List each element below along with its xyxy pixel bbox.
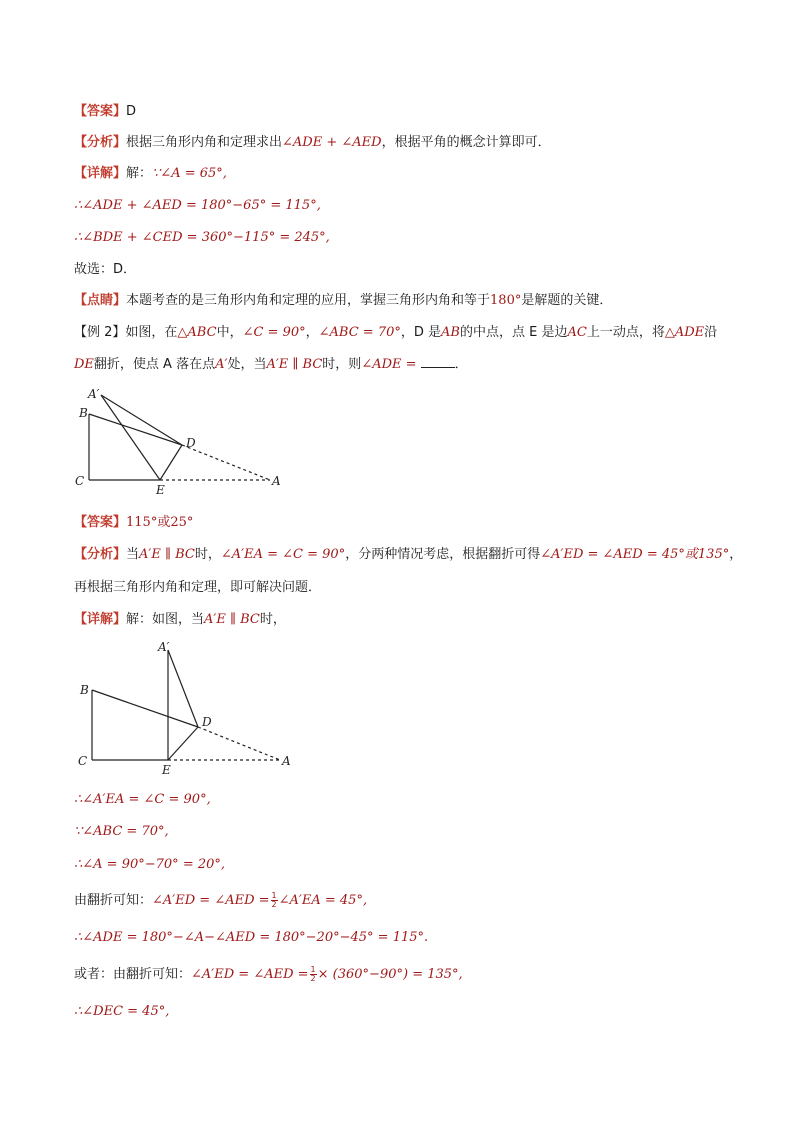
- ex2-math-2: ∠C = 90°: [242, 325, 306, 340]
- answer-2-line: [74, 513, 193, 533]
- fraction-half: [271, 892, 278, 909]
- label-a: A: [272, 474, 281, 488]
- ex2-text-4: ，D 是: [400, 325, 442, 340]
- s3-line-1: ∴∠A′EA = ∠C = 90°,: [74, 792, 211, 807]
- s3-line-4: [74, 891, 367, 911]
- detail-2-tag: 【详解】: [74, 612, 127, 627]
- detail-math: ∵∠A = 65°,: [152, 166, 227, 181]
- answer-2-value: 115°或25°: [126, 515, 194, 530]
- detail-2-line: [74, 610, 286, 630]
- label-e-2: E: [162, 763, 171, 777]
- label-a-prime: A′: [88, 387, 100, 401]
- s3-line-7: ∴∠DEC = 45°,: [74, 1004, 170, 1019]
- ex2-math-9: A′E ∥ BC: [266, 357, 323, 372]
- s3-line-6-math-2: × (360°−90°) = 135°,: [317, 967, 463, 982]
- step-1: ∴∠ADE + ∠AED = 180°−65° = 115°,: [74, 198, 321, 213]
- detail-text: 解：: [126, 166, 153, 181]
- answer-tag: 【答案】: [74, 104, 127, 119]
- ex2-text-10: 时，则: [322, 357, 362, 372]
- label-b-2: B: [80, 683, 89, 697]
- ex2-math-6: △ADE: [664, 325, 705, 340]
- ex2-math-4: AB: [441, 325, 460, 340]
- figure-2: [70, 635, 310, 780]
- review-text: 本题考查的是三角形内角和定理的应用，掌握三角形内角和等于: [126, 293, 491, 308]
- ex2-math-10: ∠ADE =: [361, 357, 417, 372]
- label-a-prime-2: A′: [158, 640, 170, 654]
- analysis-line: [74, 133, 551, 153]
- detail-tag: 【详解】: [74, 166, 127, 181]
- analysis-math: ∠ADE + ∠AED: [282, 135, 382, 150]
- analysis-2-line-2: 再根据三角形内角和定理，即可解决问题．: [74, 580, 322, 595]
- fraction-numerator: 1: [271, 891, 277, 900]
- ex2-text-6: 上一动点，将: [586, 325, 665, 340]
- example-label: 【例 2】: [74, 325, 126, 340]
- an-text-3: ，分两种情况考虑，根据翻折可得: [345, 547, 541, 562]
- review-tag: 【点睛】: [74, 293, 127, 308]
- s3-line-6-text: 或者：由翻折可知：: [74, 967, 192, 982]
- an-math-3: ∠A′ED = ∠AED = 45°或135°: [540, 547, 730, 562]
- an-text-4: ，: [729, 547, 743, 562]
- detail-line: [74, 164, 227, 184]
- answer-line: [74, 102, 136, 122]
- figure-1: [70, 385, 300, 500]
- fraction-half-2: [310, 966, 317, 983]
- ex2-text-11: ．: [454, 357, 468, 372]
- label-c-2: C: [78, 754, 88, 768]
- ex2-math-7: DE: [74, 357, 94, 372]
- answer-blank: [421, 355, 455, 368]
- s3-line-5: ∴∠ADE = 180°−∠A−∠AED = 180°−20°−45° = 115°.: [74, 930, 429, 945]
- example-2-line-2: [74, 355, 468, 375]
- example-2-line-1: [74, 323, 717, 343]
- ex2-math-5: AC: [567, 325, 587, 340]
- detail-2-text: 解：如图，当: [126, 612, 205, 627]
- answer-value: D: [126, 104, 137, 119]
- ex2-text-3: ，: [305, 325, 319, 340]
- s3-line-4-text: 由翻折可知：: [74, 893, 153, 908]
- analysis-tag: 【分析】: [74, 135, 127, 150]
- ex2-text-8: 翻折，使点 A 落在点: [93, 357, 216, 372]
- ex2-text-9: 处，当: [227, 357, 267, 372]
- an-text-1: 当: [126, 547, 140, 562]
- an-math-2: ∠A′EA = ∠C = 90°: [220, 547, 346, 562]
- s3-line-6-math-1: ∠A′ED = ∠AED =: [191, 967, 309, 982]
- analysis-2-tag: 【分析】: [74, 547, 127, 562]
- analysis-text-end: ，根据平角的概念计算即可．: [381, 135, 551, 150]
- step-2: ∴∠BDE + ∠CED = 360°−115° = 245°,: [74, 230, 330, 245]
- review-text-end: 是解题的关键．: [521, 293, 613, 308]
- label-d-2: D: [202, 715, 212, 729]
- fraction-denominator-2: 2: [310, 974, 316, 983]
- ex2-math-1: △ABC: [177, 325, 217, 340]
- detail-2-math: A′E ∥ BC: [204, 612, 260, 627]
- s3-line-4-math-1: ∠A′ED = ∠AED =: [152, 893, 270, 908]
- label-b: B: [79, 406, 88, 420]
- answer-2-tag: 【答案】: [74, 515, 127, 530]
- s3-line-3: ∴∠A = 90°−70° = 20°,: [74, 857, 226, 872]
- ex2-text-2: 中，: [216, 325, 243, 340]
- ex2-text-5: 的中点，点 E 是边: [459, 325, 568, 340]
- label-a-2: A: [282, 754, 291, 768]
- fraction-denominator: 2: [271, 900, 277, 909]
- ex2-math-3: ∠ABC = 70°: [318, 325, 401, 340]
- an-math-1: A′E ∥ BC: [139, 547, 195, 562]
- ex2-text-1: 如图，在: [125, 325, 178, 340]
- review-line: [74, 291, 612, 311]
- s3-line-6: [74, 965, 463, 985]
- s3-line-2: ∵∠ABC = 70°,: [74, 824, 169, 839]
- ex2-math-8: A′: [215, 357, 228, 372]
- an-text-2: 时，: [194, 547, 221, 562]
- s3-line-4-math-2: ∠A′EA = 45°,: [278, 893, 368, 908]
- review-number: 180°: [490, 293, 522, 308]
- fraction-numerator-2: 1: [310, 965, 316, 974]
- analysis-text: 根据三角形内角和定理求出: [126, 135, 283, 150]
- label-c: C: [75, 474, 85, 488]
- choose-line: 故选：D．: [74, 262, 137, 277]
- label-e: E: [156, 483, 165, 497]
- analysis-2-line-1: [74, 545, 742, 565]
- detail-2-text-end: 时，: [259, 612, 286, 627]
- label-d: D: [186, 436, 196, 450]
- ex2-text-7: 沿: [704, 325, 718, 340]
